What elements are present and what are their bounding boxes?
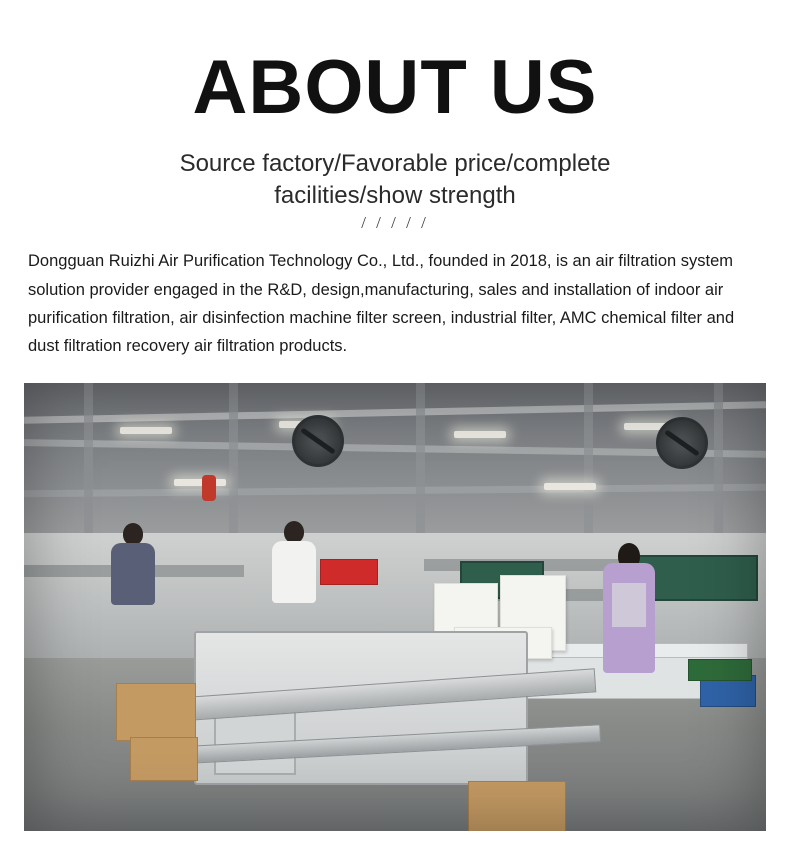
person-head bbox=[284, 521, 304, 543]
ceiling-lamp bbox=[120, 427, 172, 434]
ceiling-pipe bbox=[229, 383, 238, 533]
ceiling-fan bbox=[292, 415, 344, 467]
person-head bbox=[123, 523, 143, 545]
person-apron bbox=[612, 583, 646, 627]
ceiling-pipe bbox=[714, 383, 723, 533]
ceiling-lamp bbox=[544, 483, 596, 490]
worker-person bbox=[602, 543, 656, 723]
worker-person bbox=[270, 521, 318, 613]
factory-photo-scene bbox=[24, 383, 766, 831]
ceiling-fan bbox=[656, 417, 708, 469]
person-body bbox=[111, 543, 155, 605]
worker-person bbox=[110, 523, 156, 609]
red-sign bbox=[320, 559, 378, 585]
divider-ornament: / / / / / bbox=[361, 213, 429, 233]
warning-light bbox=[202, 475, 216, 501]
ceiling-lamp bbox=[174, 479, 226, 486]
ceiling-pipe bbox=[584, 383, 593, 533]
person-body bbox=[272, 541, 316, 603]
ceiling-pipe bbox=[84, 383, 93, 533]
page-subtitle: Source factory/Favorable price/complete facilities/show strength bbox=[179, 150, 611, 209]
company-description: Dongguan Ruizhi Air Purification Technology Co., Ltd., founded in 2018, is an air filtration system solution provider engaged in the R&D, design,manufacturing, sales and installation of indoor air purification filtration, air disinfection machine filter screen, industrial filter, AMC chemical filter and dust filtration recovery air filtration products. bbox=[28, 252, 735, 356]
cardboard-box bbox=[468, 781, 566, 831]
green-bin bbox=[688, 659, 752, 681]
cardboard-box bbox=[130, 737, 198, 781]
page-title: ABOUT US bbox=[192, 45, 598, 130]
cardboard-box bbox=[116, 683, 196, 741]
factory-photo bbox=[24, 383, 766, 831]
ceiling-lamp bbox=[454, 431, 506, 438]
ceiling-pipe bbox=[416, 383, 425, 533]
